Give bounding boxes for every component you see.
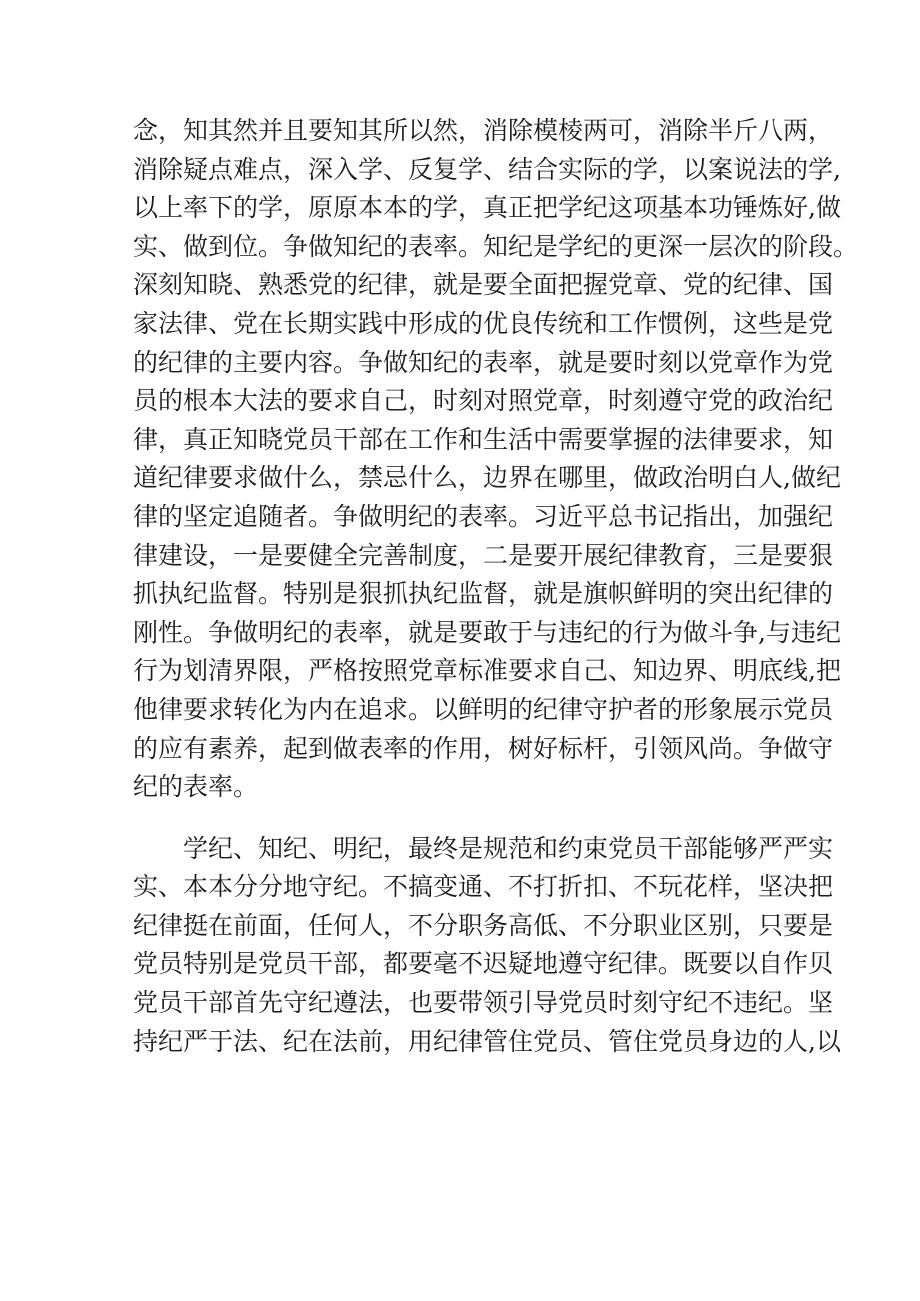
- text-line: 实、做到位。争做知纪的表率。知纪是学纪的更深一层次的阶段。: [133, 231, 859, 261]
- text-line: 家法律、党在长期实践中形成的优良传统和工作惯例，这些是党: [133, 308, 834, 338]
- text-line-first: 学纪、知纪、明纪，最终是规范和约束党员干部能够严严实: [183, 833, 834, 863]
- text-line-last: 纪的表率。: [133, 772, 259, 802]
- paragraph-1: [133, 112, 859, 807]
- document-body: [133, 112, 859, 1061]
- text-line: 律，真正知晓党员干部在工作和生活中需要掌握的法律要求，知: [133, 424, 834, 454]
- text-line: 员的根本大法的要求自己，时刻对照党章，时刻遵守党的政治纪: [133, 386, 834, 416]
- text-line: 深刻知晓、熟悉党的纪律，就是要全面把握党章、党的纪律、国: [133, 270, 834, 300]
- text-line: 道纪律要求做什么，禁忌什么，边界在哪里，做政治明白人,做纪: [133, 463, 841, 493]
- text-line: 党员特别是党员干部，都要毫不迟疑地遵守纪律。既要以自作贝: [133, 949, 834, 979]
- paragraph-gap: [133, 807, 803, 830]
- text-line: 抓执纪监督。特别是狠抓执纪监督，就是旗帜鲜明的突出纪律的: [133, 579, 834, 609]
- text-line: 持纪严于法、纪在法前，用纪律管住党员、管住党员身边的人,以: [133, 1026, 841, 1056]
- text-line: 他律要求转化为内在追求。以鲜明的纪律守护者的形象展示党员: [133, 694, 834, 724]
- text-line: 党员干部首先守纪遵法，也要带领引导党员时刻守纪不违纪。坚: [133, 988, 834, 1018]
- text-line: 纪律挺在前面，任何人，不分职务高低、不分职业区别，只要是: [133, 910, 834, 940]
- text-line: 实、本本分分地守纪。不搞变通、不打折扣、不玩花样，坚决把: [133, 872, 834, 902]
- text-line: 消除疑点难点，深入学、反复学、结合实际的学，以案说法的学,: [133, 154, 841, 184]
- text-line: 律建设，一是要健全完善制度，二是要开展纪律教育，三是要狠: [133, 540, 834, 570]
- text-line: 刚性。争做明纪的表率，就是要敢于与违纪的行为做斗争,与违纪: [133, 617, 841, 647]
- text-line: 以上率下的学，原原本本的学，真正把学纪这项基本功锤炼好,做: [133, 193, 841, 223]
- paragraph-2: [133, 830, 841, 1062]
- text-line: 的纪律的主要内容。争做知纪的表率，就是要时刻以党章作为党: [133, 347, 834, 377]
- text-line: 念，知其然并且要知其所以然，消除模棱两可，消除半斤八两，: [133, 116, 834, 145]
- text-line: 行为划清界限，严格按照党章标准要求自己、知边界、明底线,把: [133, 656, 841, 686]
- text-line: 律的坚定追随者。争做明纪的表率。习近平总书记指出，加强纪: [133, 501, 834, 531]
- text-line: 的应有素养，起到做表率的作用，树好标杆，引领风尚。争做守: [133, 733, 834, 763]
